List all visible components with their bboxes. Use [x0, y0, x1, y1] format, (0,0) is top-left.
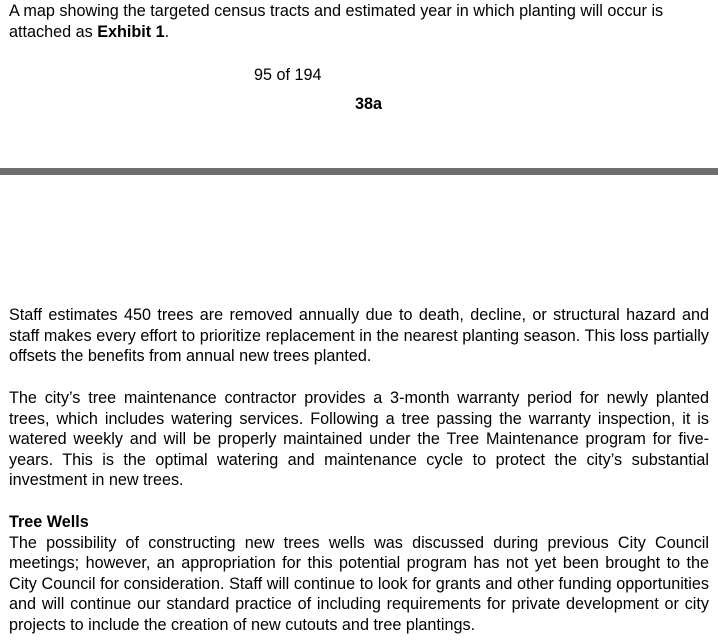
- page-break-divider: [0, 168, 718, 175]
- tree-maintenance-paragraph: The city’s tree maintenance contractor provides a 3-month warranty period for newly planted trees, which includes watering services. Following a tree passing the warranty inspection, it is watered weekly and will be properly maintained under the Tree Maintenance program for five-years. This is the optimal watering and maintenance cycle to protect the city’s substantial investment in new trees.: [9, 389, 709, 490]
- tree-wells-section: [9, 512, 709, 636]
- intro-end: .: [164, 22, 170, 41]
- page-number: 95 of 194: [254, 66, 322, 84]
- page-tag: 38a: [355, 95, 383, 113]
- exhibit-reference: Exhibit 1: [97, 22, 165, 41]
- intro-text: A map showing the targeted census tracts and estimated year in which planting will occur is attached as: [9, 2, 664, 41]
- intro-paragraph: [9, 1, 709, 42]
- tree-removal-paragraph: Staff estimates 450 trees are removed annually due to death, decline, or structural hazard and staff makes every effort to prioritize replacement in the nearest planting season. This loss partially offsets the benefits from annual new trees planted.: [9, 306, 709, 366]
- tree-wells-heading: Tree Wells: [9, 513, 89, 531]
- tree-wells-paragraph: The possibility of constructing new trees wells was discussed during previous City Council meetings; however, an appropriation for this potential program has not yet been brought to the City Council for consideration. Staff will continue to look for grants and other funding opportunities and will continue our standard practice of including requirements for private development or city projects to include the creation of new cutouts and tree plantings.: [9, 533, 709, 634]
